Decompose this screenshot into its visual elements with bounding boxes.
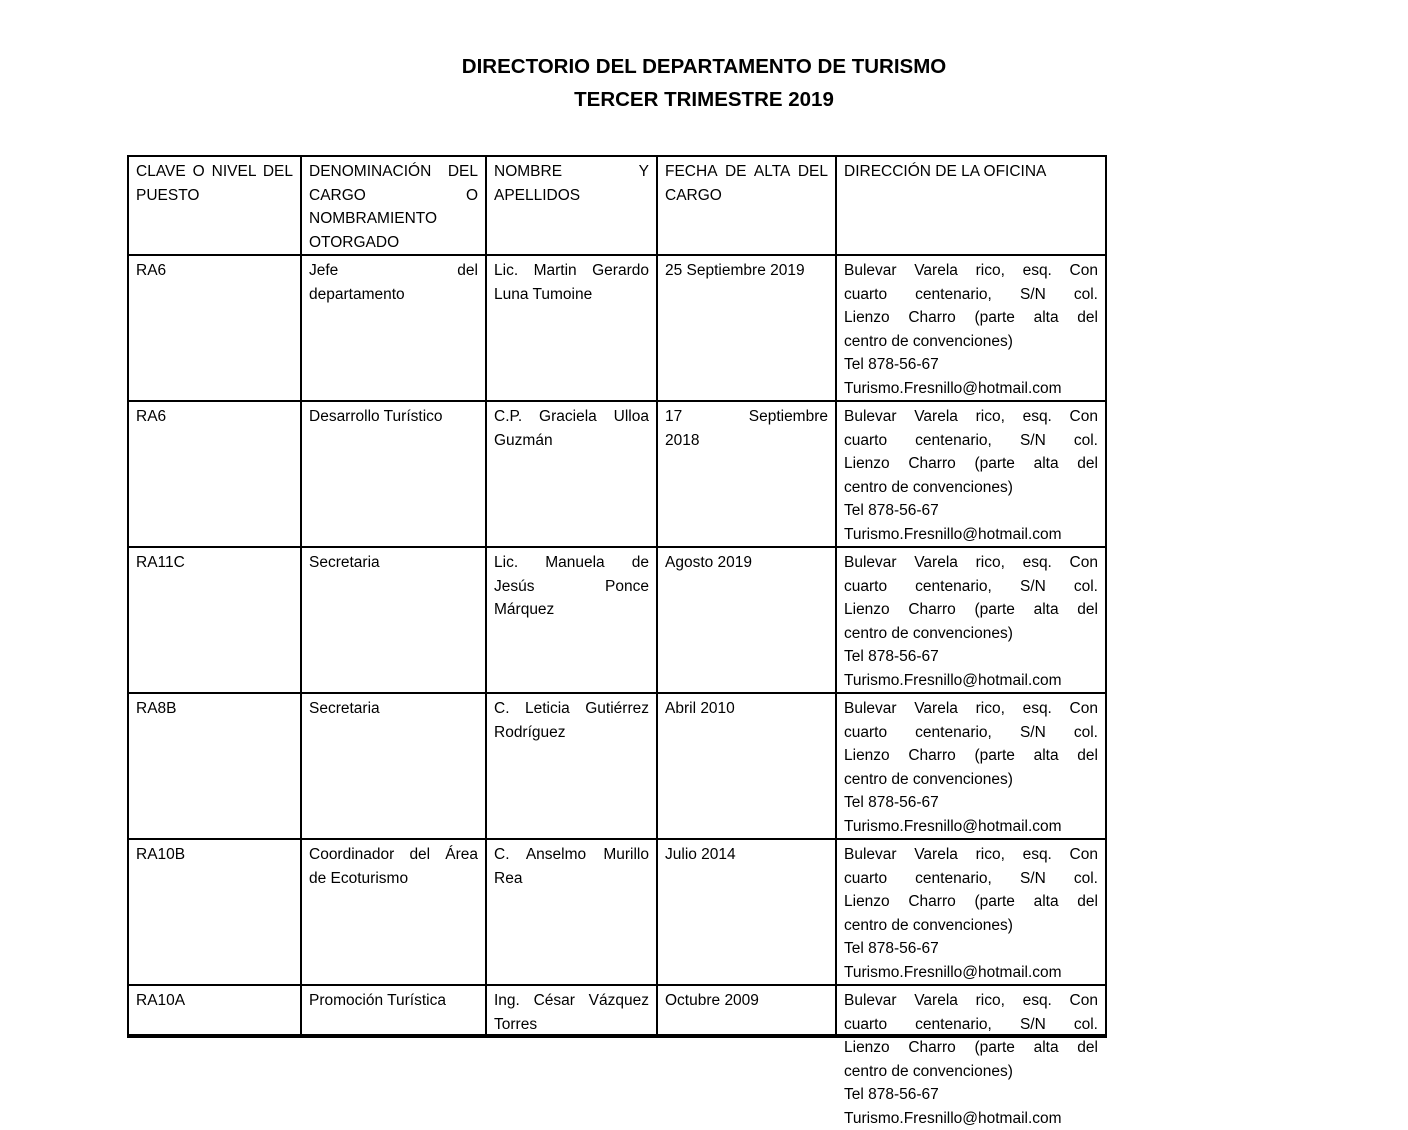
header-fecha	[657, 156, 836, 255]
cell-paragraph	[494, 405, 649, 452]
text-line: centro de convenciones)	[844, 622, 1098, 646]
text-line: DENOMINACIÓN DEL	[309, 160, 478, 184]
cell-nombre	[486, 255, 657, 401]
cell-paragraph	[844, 815, 1098, 839]
cell-fecha	[657, 985, 836, 1036]
cell-content	[665, 551, 828, 575]
text-line: cuarto centenario, S/N col.	[844, 283, 1098, 307]
cell-content	[309, 160, 478, 254]
cell-fecha	[657, 547, 836, 693]
cell-clave	[128, 839, 301, 985]
text-line: Luna Tumoine	[494, 283, 649, 307]
directory-table	[127, 155, 1107, 1038]
cell-paragraph	[494, 989, 649, 1036]
text-line: PUESTO	[136, 184, 293, 208]
text-line: Desarrollo Turístico	[309, 405, 478, 429]
cell-content	[844, 160, 1098, 184]
cell-paragraph	[665, 259, 828, 283]
text-line: Jesús Ponce	[494, 575, 649, 599]
cell-content	[136, 160, 293, 207]
cell-paragraph	[844, 160, 1098, 184]
header-clave	[128, 156, 301, 255]
text-line: Tel 878-56-67	[844, 645, 1098, 669]
text-line: Bulevar Varela rico, esq. Con	[844, 259, 1098, 283]
cell-paragraph	[844, 669, 1098, 693]
header-direccion	[836, 156, 1106, 255]
cell-content	[494, 405, 649, 452]
text-line: CLAVE O NIVEL DEL	[136, 160, 293, 184]
cell-direccion	[836, 839, 1106, 985]
cell-paragraph	[844, 551, 1098, 645]
cell-paragraph	[494, 697, 649, 744]
cell-denominacion	[301, 255, 486, 401]
cell-paragraph	[309, 405, 478, 429]
cell-paragraph	[844, 499, 1098, 523]
cell-clave	[128, 693, 301, 839]
text-line: NOMBRE Y	[494, 160, 649, 184]
cell-direccion	[836, 255, 1106, 401]
text-line: Lienzo Charro (parte alta del	[844, 598, 1098, 622]
text-line: cuarto centenario, S/N col.	[844, 721, 1098, 745]
text-line: Bulevar Varela rico, esq. Con	[844, 989, 1098, 1013]
text-line: Turismo.Fresnillo@hotmail.com	[844, 669, 1098, 693]
cell-clave	[128, 401, 301, 547]
document-title-line2: TERCER TRIMESTRE 2019	[0, 83, 1408, 116]
cell-paragraph	[136, 405, 293, 429]
cell-direccion	[836, 547, 1106, 693]
text-line: Tel 878-56-67	[844, 499, 1098, 523]
text-line: Jefe del	[309, 259, 478, 283]
cell-content	[494, 160, 649, 207]
text-line: Julio 2014	[665, 843, 828, 867]
text-line: Bulevar Varela rico, esq. Con	[844, 405, 1098, 429]
text-line: OTORGADO	[309, 231, 478, 255]
cell-paragraph	[844, 697, 1098, 791]
text-line: Octubre 2009	[665, 989, 828, 1013]
cell-content	[309, 989, 478, 1034]
cell-paragraph	[844, 523, 1098, 547]
cell-paragraph	[844, 791, 1098, 815]
text-line: Abril 2010	[665, 697, 828, 721]
cell-content	[136, 697, 293, 721]
text-line: CARGO O	[309, 184, 478, 208]
text-line: RA8B	[136, 697, 293, 721]
cell-nombre	[486, 547, 657, 693]
text-line: Lienzo Charro (parte alta del	[844, 1036, 1098, 1060]
text-line: Turismo.Fresnillo@hotmail.com	[844, 1107, 1098, 1130]
cell-paragraph	[136, 843, 293, 867]
cell-content	[309, 405, 478, 429]
text-line: Rea	[494, 867, 649, 891]
cell-paragraph	[844, 645, 1098, 669]
cell-content	[494, 989, 649, 1034]
cell-nombre	[486, 693, 657, 839]
text-line: Rodríguez	[494, 721, 649, 745]
text-line: centro de convenciones)	[844, 914, 1098, 938]
cell-denominacion	[301, 401, 486, 547]
cell-paragraph	[844, 1083, 1098, 1107]
text-line: Turismo.Fresnillo@hotmail.com	[844, 961, 1098, 985]
text-line: cuarto centenario, S/N col.	[844, 429, 1098, 453]
cell-nombre	[486, 985, 657, 1036]
cell-content	[494, 551, 649, 622]
cell-clave	[128, 547, 301, 693]
cell-paragraph	[844, 1107, 1098, 1130]
cell-paragraph	[665, 405, 828, 452]
cell-paragraph	[136, 989, 293, 1013]
cell-paragraph	[844, 377, 1098, 401]
cell-content	[665, 843, 828, 867]
text-line: RA10A	[136, 989, 293, 1013]
table-row	[128, 693, 1106, 839]
cell-fecha	[657, 255, 836, 401]
text-line: C. Leticia Gutiérrez	[494, 697, 649, 721]
text-line: Ing. César Vázquez	[494, 989, 649, 1013]
cell-paragraph	[309, 160, 478, 254]
text-line: Tel 878-56-67	[844, 937, 1098, 961]
cell-paragraph	[309, 259, 478, 306]
table-row	[128, 547, 1106, 693]
cell-content	[136, 989, 293, 1034]
cell-paragraph	[844, 405, 1098, 499]
header-nombre	[486, 156, 657, 255]
text-line: Turismo.Fresnillo@hotmail.com	[844, 523, 1098, 547]
cell-content	[844, 259, 1098, 400]
cell-paragraph	[494, 259, 649, 306]
cell-content	[494, 843, 649, 890]
cell-nombre	[486, 839, 657, 985]
cell-paragraph	[665, 551, 828, 575]
cell-content	[844, 551, 1098, 692]
text-line: Torres	[494, 1013, 649, 1037]
cell-content	[665, 160, 828, 207]
text-line: centro de convenciones)	[844, 476, 1098, 500]
cell-content	[665, 697, 828, 721]
text-line: cuarto centenario, S/N col.	[844, 575, 1098, 599]
text-line: NOMBRAMIENTO	[309, 207, 478, 231]
cell-content	[665, 405, 828, 452]
header-denominacion	[301, 156, 486, 255]
cell-paragraph	[136, 259, 293, 283]
text-line: Lienzo Charro (parte alta del	[844, 890, 1098, 914]
text-line: Agosto 2019	[665, 551, 828, 575]
cell-content	[136, 405, 293, 429]
cell-content	[844, 697, 1098, 838]
text-line: cuarto centenario, S/N col.	[844, 867, 1098, 891]
text-line: RA11C	[136, 551, 293, 575]
cell-paragraph	[665, 989, 828, 1013]
text-line: Turismo.Fresnillo@hotmail.com	[844, 815, 1098, 839]
table-row	[128, 839, 1106, 985]
cell-paragraph	[844, 843, 1098, 937]
cell-content	[309, 843, 478, 890]
text-line: centro de convenciones)	[844, 1060, 1098, 1084]
cell-paragraph	[136, 551, 293, 575]
cell-denominacion	[301, 547, 486, 693]
cell-paragraph	[665, 843, 828, 867]
cell-clave	[128, 985, 301, 1036]
text-line: Secretaria	[309, 697, 478, 721]
cell-fecha	[657, 401, 836, 547]
text-line: DIRECCIÓN DE LA OFICINA	[844, 160, 1098, 184]
text-line: Promoción Turística	[309, 989, 478, 1013]
text-line: Lic. Manuela de	[494, 551, 649, 575]
cell-paragraph	[309, 697, 478, 721]
cell-fecha	[657, 839, 836, 985]
text-line: RA10B	[136, 843, 293, 867]
text-line: Bulevar Varela rico, esq. Con	[844, 843, 1098, 867]
cell-content	[136, 551, 293, 575]
cell-paragraph	[844, 937, 1098, 961]
cell-paragraph	[844, 353, 1098, 377]
cell-content	[844, 843, 1098, 984]
cell-content	[844, 405, 1098, 546]
text-line: centro de convenciones)	[844, 768, 1098, 792]
cell-content	[309, 259, 478, 306]
cell-paragraph	[309, 551, 478, 575]
document-title	[0, 50, 1408, 116]
text-line: Lienzo Charro (parte alta del	[844, 306, 1098, 330]
cell-nombre	[486, 401, 657, 547]
cell-content	[309, 697, 478, 721]
text-line: RA6	[136, 405, 293, 429]
cell-paragraph	[844, 961, 1098, 985]
text-line: Coordinador del Área	[309, 843, 478, 867]
cell-paragraph	[494, 843, 649, 890]
cell-paragraph	[309, 989, 478, 1013]
table-row	[128, 255, 1106, 401]
text-line: RA6	[136, 259, 293, 283]
table-row	[128, 401, 1106, 547]
cell-content	[844, 989, 1098, 1034]
text-line: CARGO	[665, 184, 828, 208]
text-line: departamento	[309, 283, 478, 307]
cell-content	[665, 259, 828, 283]
text-line: 2018	[665, 429, 828, 453]
text-line: 25 Septiembre 2019	[665, 259, 828, 283]
cell-direccion	[836, 985, 1106, 1036]
text-line: C. Anselmo Murillo	[494, 843, 649, 867]
cell-denominacion	[301, 985, 486, 1036]
text-line: FECHA DE ALTA DEL	[665, 160, 828, 184]
cell-content	[136, 259, 293, 283]
cell-paragraph	[494, 160, 649, 207]
cell-paragraph	[309, 843, 478, 890]
text-line: Tel 878-56-67	[844, 1083, 1098, 1107]
cell-content	[136, 843, 293, 867]
cell-paragraph	[665, 160, 828, 207]
cell-content	[494, 697, 649, 744]
table-header-row	[128, 156, 1106, 255]
text-line: cuarto centenario, S/N col.	[844, 1013, 1098, 1037]
cell-paragraph	[844, 989, 1098, 1083]
cell-paragraph	[136, 697, 293, 721]
cell-clave	[128, 255, 301, 401]
text-line: 17 Septiembre	[665, 405, 828, 429]
cell-direccion	[836, 693, 1106, 839]
cell-paragraph	[494, 551, 649, 622]
cell-content	[309, 551, 478, 575]
text-line: Lic. Martin Gerardo	[494, 259, 649, 283]
document-title-line1: DIRECTORIO DEL DEPARTAMENTO DE TURISMO	[0, 50, 1408, 83]
text-line: Lienzo Charro (parte alta del	[844, 452, 1098, 476]
table-row	[128, 985, 1106, 1036]
cell-content	[665, 989, 828, 1034]
cell-paragraph	[844, 259, 1098, 353]
text-line: Márquez	[494, 598, 649, 622]
text-line: Tel 878-56-67	[844, 353, 1098, 377]
text-line: Tel 878-56-67	[844, 791, 1098, 815]
text-line: Bulevar Varela rico, esq. Con	[844, 697, 1098, 721]
text-line: de Ecoturismo	[309, 867, 478, 891]
cell-denominacion	[301, 693, 486, 839]
cell-direccion	[836, 401, 1106, 547]
text-line: C.P. Graciela Ulloa	[494, 405, 649, 429]
text-line: APELLIDOS	[494, 184, 649, 208]
text-line: Lienzo Charro (parte alta del	[844, 744, 1098, 768]
text-line: Guzmán	[494, 429, 649, 453]
text-line: Turismo.Fresnillo@hotmail.com	[844, 377, 1098, 401]
cell-paragraph	[665, 697, 828, 721]
text-line: centro de convenciones)	[844, 330, 1098, 354]
cell-denominacion	[301, 839, 486, 985]
text-line: Secretaria	[309, 551, 478, 575]
text-line: Bulevar Varela rico, esq. Con	[844, 551, 1098, 575]
cell-paragraph	[136, 160, 293, 207]
cell-fecha	[657, 693, 836, 839]
cell-content	[494, 259, 649, 306]
